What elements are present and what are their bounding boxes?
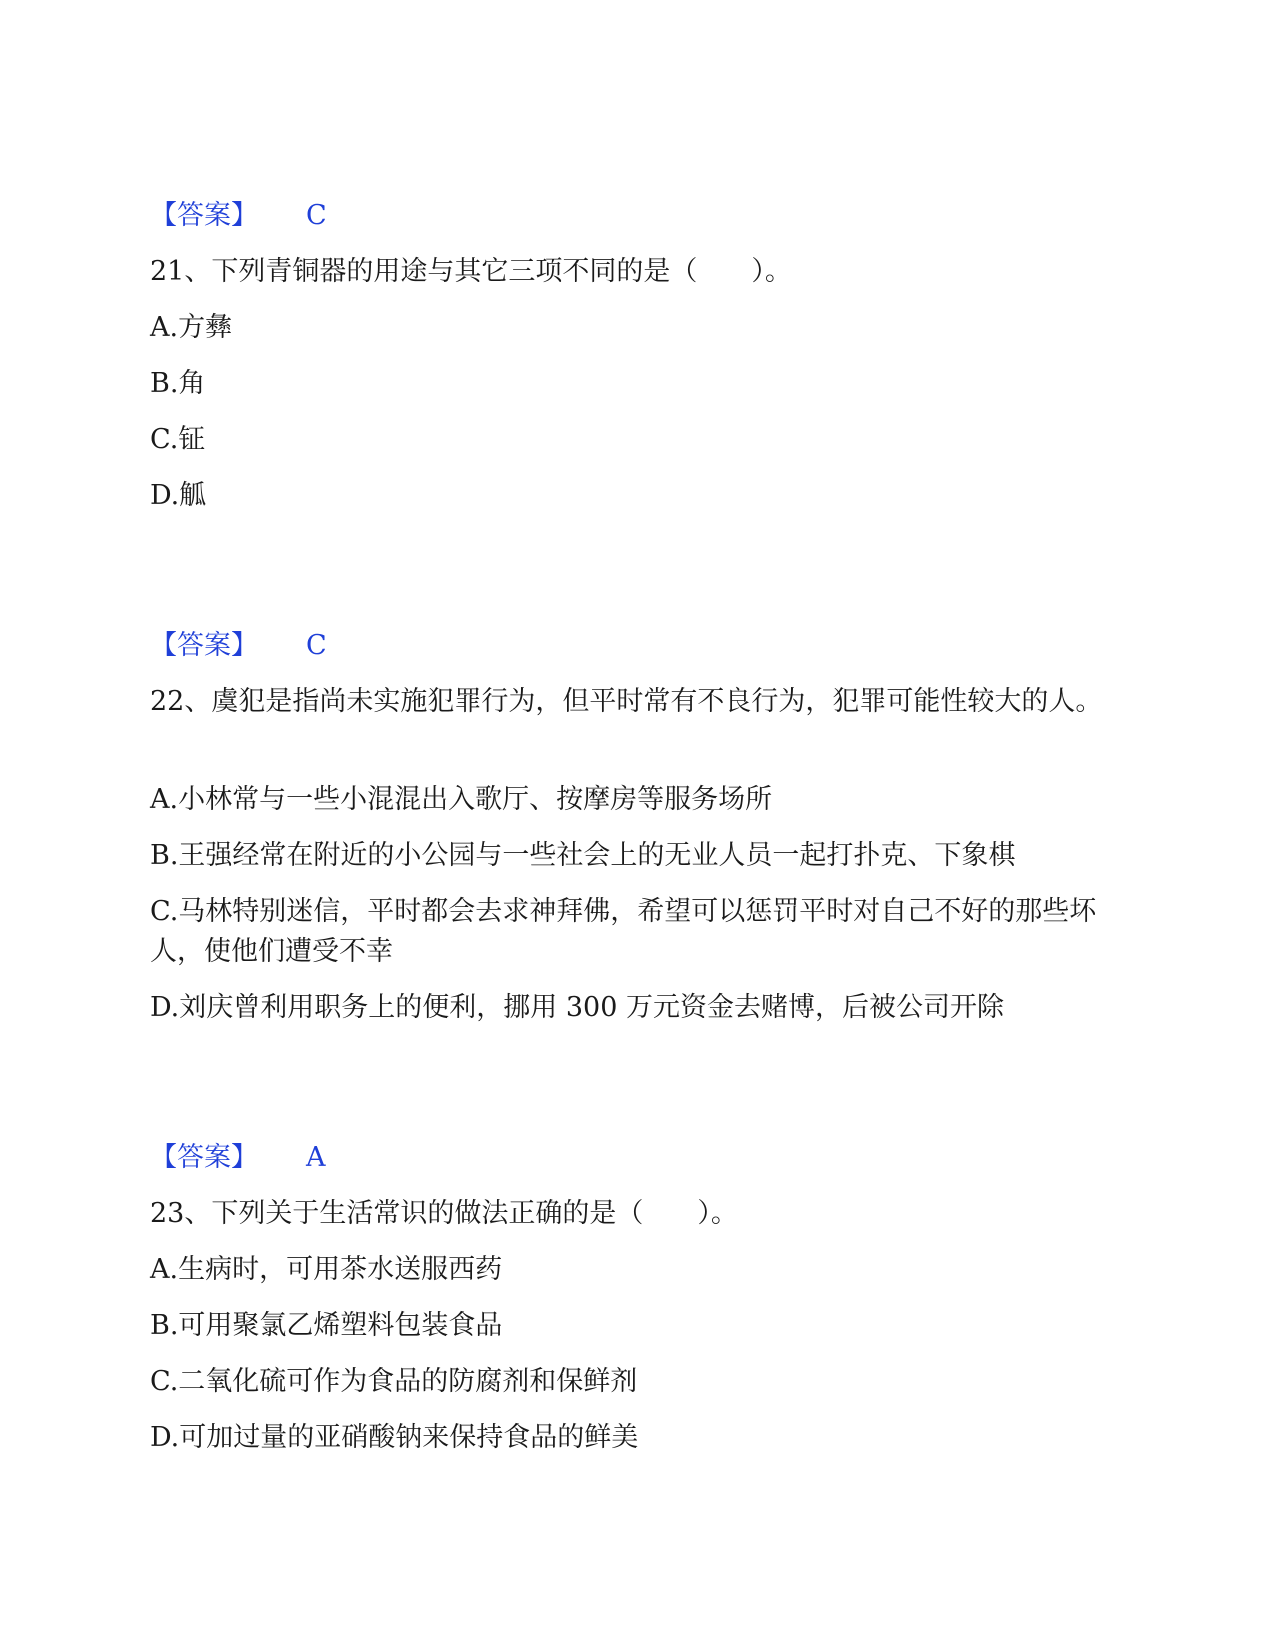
option-d: D.觚 (150, 480, 207, 511)
option-d: D.可加过量的亚硝酸钠来保持食品的鲜美 (150, 1422, 639, 1453)
answer-line (150, 1138, 326, 1178)
option-c: C.二氧化硫可作为食品的防腐剂和保鲜剂 (150, 1366, 638, 1397)
answer-value: C (306, 200, 327, 231)
answer-label: 【答案】 (150, 200, 258, 231)
option-b: B.王强经常在附近的小公园与一些社会上的无业人员一起打扑克、下象棋 (150, 840, 1016, 871)
question-text: 22、虞犯是指尚未实施犯罪行为，但平时常有不良行为，犯罪可能性较大的人。 (150, 686, 1103, 717)
option-c: C.马林特别迷信，平时都会去求神拜佛，希望可以惩罚平时对自己不好的那些坏人，使他们遭受不幸 (150, 896, 1097, 967)
answer-value: A (306, 1142, 326, 1173)
answer-value: C (306, 630, 327, 661)
answer-line (150, 196, 327, 236)
question-text: 21、下列青铜器的用途与其它三项不同的是（ ）。 (150, 256, 792, 287)
answer-label: 【答案】 (150, 630, 258, 661)
question-text: 23、下列关于生活常识的做法正确的是（ ）。 (150, 1198, 738, 1229)
option-a: A.方彝 (150, 312, 233, 343)
answer-line (150, 626, 327, 666)
option-b: B.可用聚氯乙烯塑料包装食品 (150, 1310, 503, 1341)
option-d: D.刘庆曾利用职务上的便利，挪用 300 万元资金去赌博，后被公司开除 (150, 992, 1004, 1023)
answer-label: 【答案】 (150, 1142, 258, 1173)
option-a: A.生病时，可用茶水送服西药 (150, 1254, 503, 1285)
option-c: C.钲 (150, 424, 206, 455)
option-b: B.角 (150, 368, 206, 399)
option-a: A.小林常与一些小混混出入歌厅、按摩房等服务场所 (150, 784, 773, 815)
